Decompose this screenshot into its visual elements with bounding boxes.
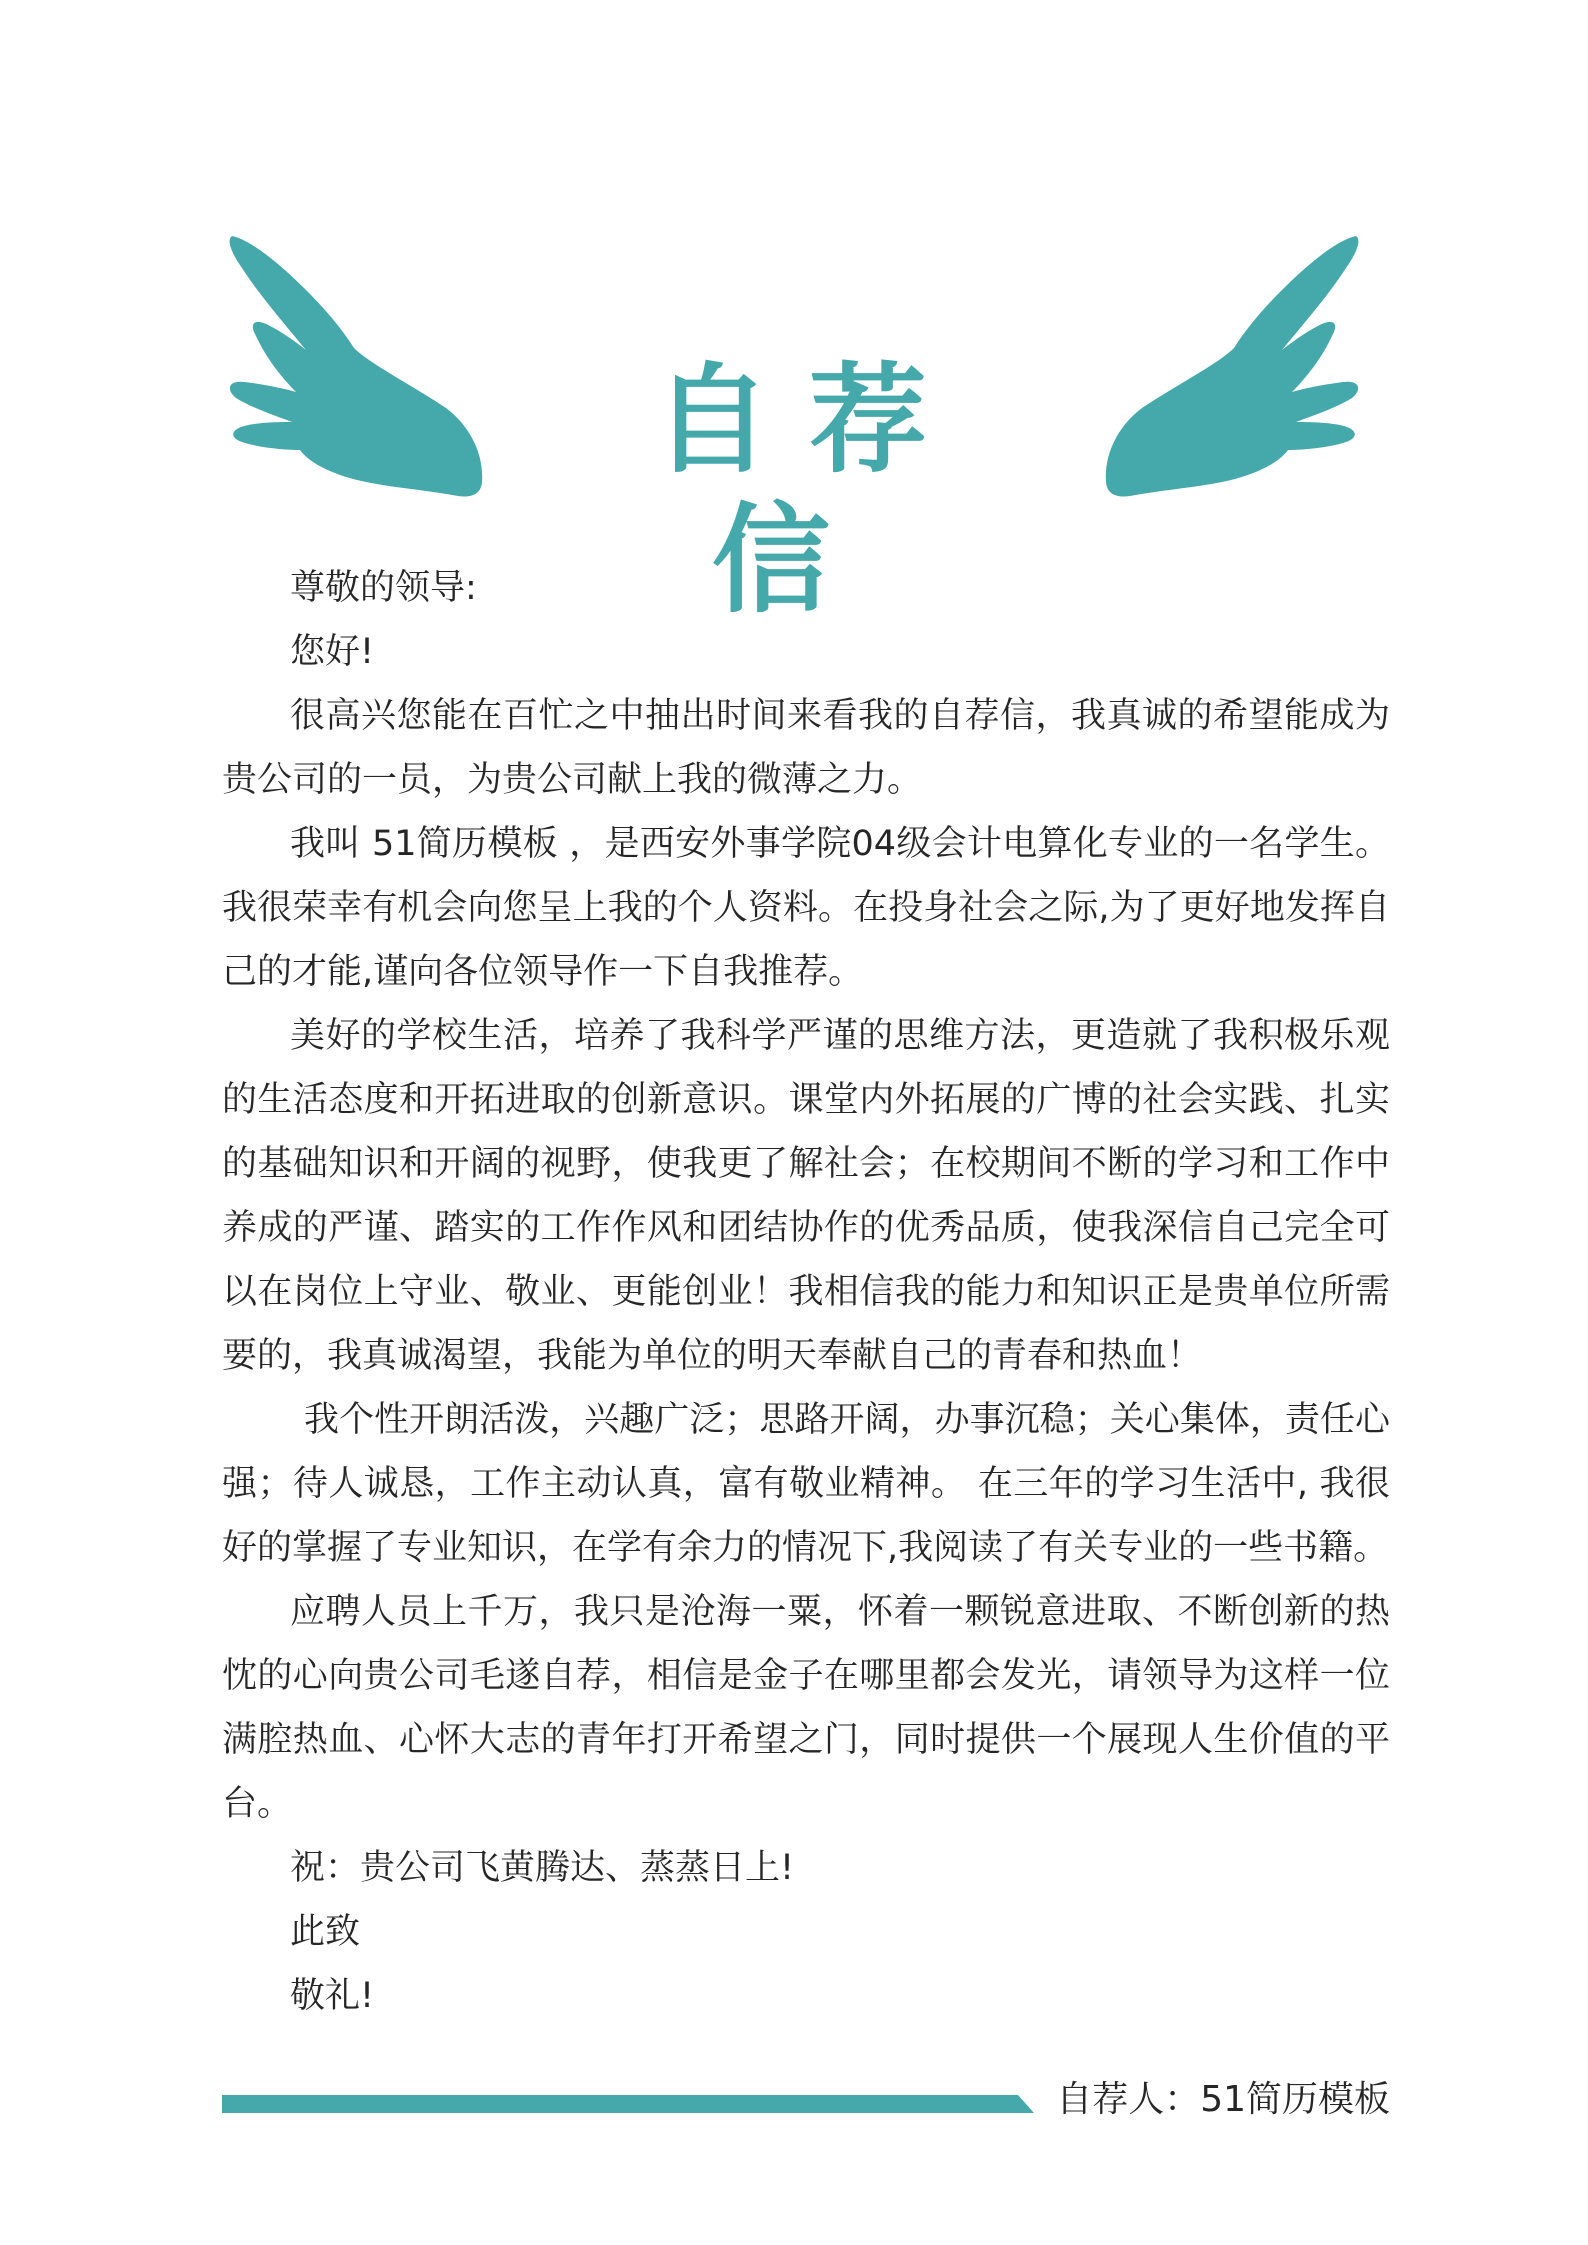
greeting: 您好!: [290, 632, 375, 672]
paragraph-personality: 我个性开朗活泼，兴趣广泛；思路开阔，办事沉稳；关心集体，责任心强；待人诚恳，工作主动认真，富有敬业精神。 在三年的学习生活中, 我很好的掌握了专业知识，在学有余力的情况下,我阅读了有关专业的一些书籍。: [222, 1400, 1390, 1568]
paragraph-application: 应聘人员上千万，我只是沧海一粟，怀着一颗锐意进取、不断创新的热忱的心向贵公司毛遂自荐，相信是金子在哪里都会发光，请领导为这样一位满腔热血、心怀大志的青年打开希望之门，同时提供一个展现人生价值的平台。: [222, 1592, 1390, 1824]
salutation: 尊敬的领导:: [290, 568, 477, 608]
footer-accent-bar: [222, 2095, 1034, 2113]
right-wing-icon: [1102, 232, 1362, 500]
paragraph-intro: 很高兴您能在百忙之中抽出时间来看我的自荐信，我真诚的希望能成为贵公司的一员，为贵公司献上我的微薄之力。: [222, 696, 1390, 800]
closing-line-1: 此致: [290, 1912, 361, 1952]
paragraph-school-life: 美好的学校生活，培养了我科学严谨的思维方法，更造就了我积极乐观的生活态度和开拓进取的创新意识。课堂内外拓展的广博的社会实践、扎实的基础知识和开阔的视野，使我更了解社会；在校期间不断的学习和工作中养成的严谨、踏实的工作作风和团结协作的优秀品质，使我深信自己完全可以在岗位上守业、敬业、更能创业！我相信我的能力和知识正是贵单位所需要的，我真诚渴望，我能为单位的明天奉献自己的青春和热血！: [222, 1016, 1390, 1376]
paragraph-self-introduction: 我叫 51简历模板 ，是西安外事学院04级会计电算化专业的一名学生。我很荣幸有机会向您呈上我的个人资料。在投身社会之际,为了更好地发挥自己的才能,谨向各位领导作一下自我推荐。: [222, 824, 1390, 992]
closing-line-2: 敬礼!: [290, 1976, 375, 2016]
left-wing-icon: [226, 232, 486, 500]
right-wing-shape: [1106, 236, 1359, 496]
wish-line: 祝：贵公司飞黄腾达、蒸蒸日上!: [290, 1848, 795, 1888]
signature: 自荐人：51简历模板: [1056, 2079, 1390, 2120]
footer-bar-shape: [222, 2095, 1034, 2113]
left-wing-shape: [230, 236, 483, 496]
letter-body: [222, 556, 1390, 2028]
page-title: 自荐信: [652, 351, 965, 629]
